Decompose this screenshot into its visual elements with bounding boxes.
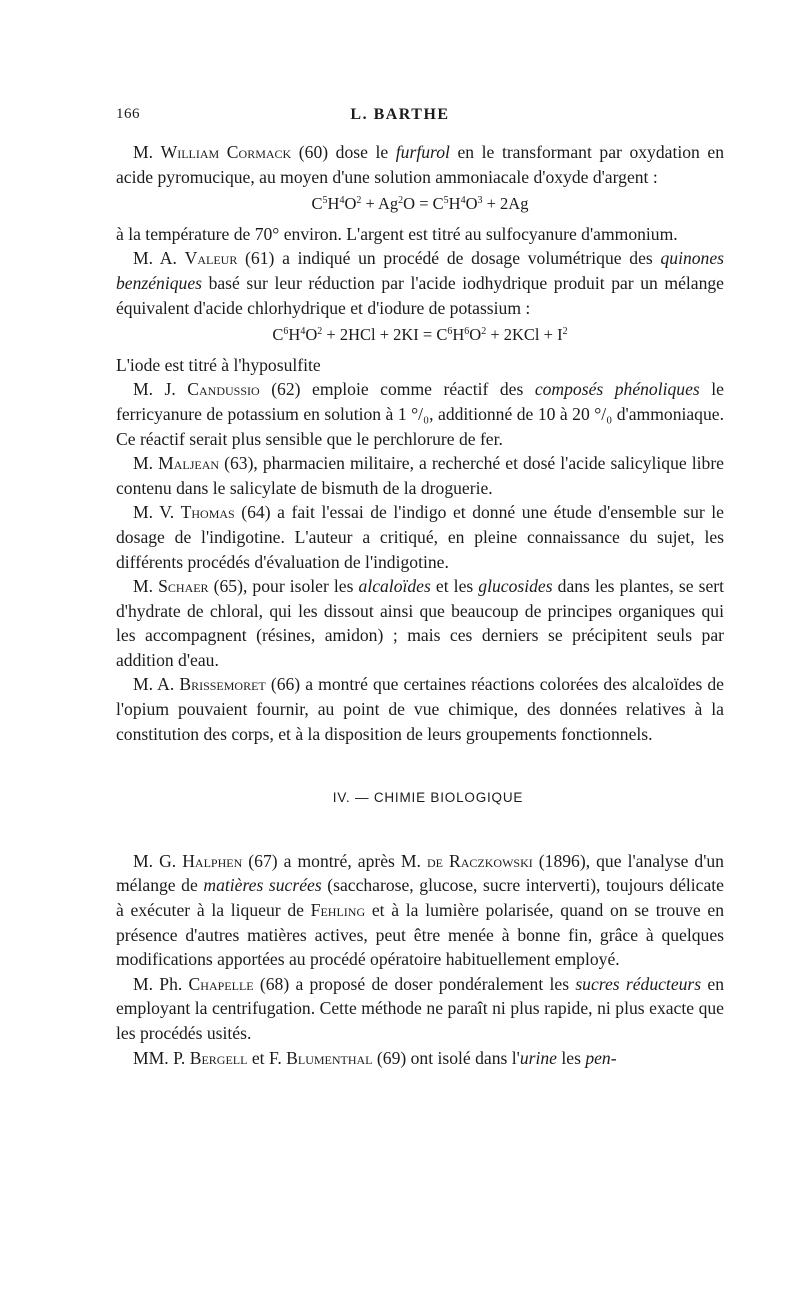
paragraph-continuation: à la température de 70° environ. L'argent est titré au sulfocyanure d'ammonium. — [116, 223, 678, 244]
paragraph-halphen: M. G. Halphen (67) a montré, après M. de Raczkowski (1896), que l'analyse d'un mélange de matières sucrées (saccharose, glucose, sucre interverti), toujours délicate à exécuter à la liqueur de Fehling et à la lumière polarisée, quand on se trouve en présence d'autres matières actives, peut être menée à bonne fin, grâce à quelques modifications apportées au procédé opératoire habituellement employé. — [116, 850, 724, 970]
paragraph-cormack: M. William Cormack (60) dose le furfurol en le transformant par oxydation en acide pyromucique, au moyen d'une solution ammoniacale d'oxyde d'argent : — [116, 142, 725, 187]
emphasis: sucres réducteurs — [575, 973, 702, 994]
author-name: Chapelle — [188, 973, 254, 994]
paragraph-thomas: M. V. Thomas (64) a fait l'essai de l'indigo et donné une étude d'ensemble sur le dosage de l'indigotine. L'auteur a critiqué, en pleine connaissance du sujet, les différents procédés d'évaluation de l'indigotine. — [116, 502, 724, 572]
paragraph-candussio: M. J. Candussio (62) emploie comme réactif des composés phénoliques le ferricyanure de potassium en solution à 1 °/₀, additionné de 10 à 20 °/₀ d'ammoniaque. Ce réactif serait plus sensible que le perchlorure de fer. — [116, 379, 724, 449]
section-heading: IV. — CHIMIE BIOLOGIQUE — [332, 790, 524, 806]
author-name: Candussio — [187, 379, 260, 400]
author-name: Thomas — [180, 502, 235, 523]
paragraph-valeur: M. A. Valeur (61) a indiqué un procédé de dosage volumétrique des quinones benzéniques basé sur leur réduction par l'acide iodhydrique produit par un mélange équivalent d'acide chlorhydrique et d'iodure de potassium : — [116, 248, 724, 318]
paragraph-continuation: L'iode est titré à l'hyposulfite — [116, 354, 321, 375]
page-body — [116, 140, 724, 1070]
author-name: Brissemoret — [179, 674, 266, 695]
emphasis: furfurol — [395, 142, 450, 162]
paragraph-maljean: M. Maljean (63), pharmacien militaire, a recherché et dosé l'acide salicylique libre contenu dans le salicylate de bismuth de la droguerie. — [116, 453, 724, 498]
chemical-equation: $C^6H^4O^2 + 2HCl + 2KI = C^6H^6O^2 + 2KCl + I^2$ — [272, 325, 568, 345]
author-name: Maljean — [158, 453, 220, 474]
emphasis: glucosides — [478, 576, 553, 597]
author-name: Schaer — [158, 576, 209, 597]
chemical-equation: $C^5H^4O^2 + Ag^2O = C^5H^4O^3 + 2Ag$ — [311, 194, 529, 214]
emphasis: matières sucrées — [203, 875, 322, 896]
page-number: 166 — [116, 106, 140, 122]
author-name: William Cormack — [160, 142, 292, 162]
author-name: Bergell — [189, 1047, 248, 1068]
paragraph-schaer: M. Schaer (65), pour isoler les alcaloïdes et les glucosides dans les plantes, se sert d'hydrate de chloral, qui les dissout ainsi que beaucoup de principes organiques qui les accompagnent (résines, amidon) ; mais ces derniers se précipitent seuls par addition d'eau. — [116, 576, 724, 670]
paragraph-bergell: MM. P. Bergell et F. Blumenthal (69) ont isolé dans l'urine les pen- — [133, 1047, 617, 1068]
paragraph-brissemoret: M. A. Brissemoret (66) a montré que certaines réactions colorées des alcaloïdes de l'opium pouvaient fournir, au point de vue chimique, des données relatives à la constitution des corps, et à la disposition de leurs groupements fonctionnels. — [116, 674, 724, 744]
emphasis: pen- — [585, 1047, 617, 1068]
paragraph-chapelle: M. Ph. Chapelle (68) a proposé de doser pondéralement les sucres réducteurs en employant la centrifugation. Cette méthode ne paraît ni plus rapide, ni plus exacte que les procédés usités. — [116, 973, 724, 1043]
emphasis: quinones benzéniques — [116, 248, 724, 293]
author-name: de Raczkowski — [427, 850, 533, 871]
running-title: L. BARTHE — [350, 106, 450, 123]
emphasis: alcaloïdes — [358, 576, 431, 597]
author-name: Halphen — [182, 850, 243, 871]
emphasis: composés phénoliques — [534, 379, 700, 400]
author-name: Blumenthal — [286, 1047, 373, 1068]
author-name: Valeur — [184, 248, 238, 269]
author-name: Fehling — [310, 900, 366, 921]
page-header — [0, 106, 800, 134]
emphasis: urine — [519, 1047, 557, 1068]
